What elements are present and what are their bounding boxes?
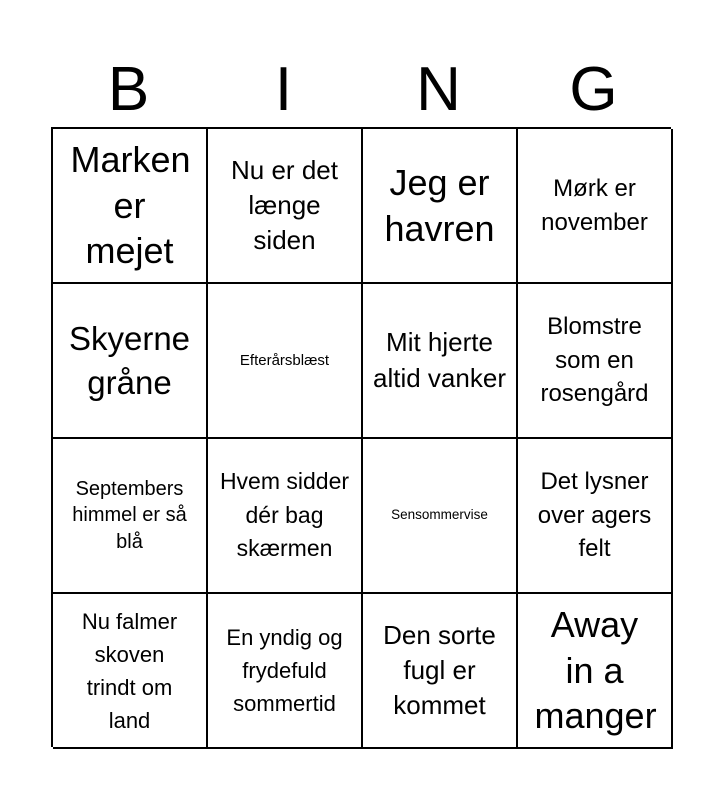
cell-text: Sensommervise [391, 507, 488, 523]
bingo-cell[interactable] [208, 129, 363, 284]
cell-text: Nu er det længe siden [231, 154, 338, 256]
bingo-cell[interactable] [363, 594, 518, 749]
header-letter-g: G [569, 55, 618, 124]
bingo-cell[interactable] [518, 284, 673, 439]
bingo-board [51, 127, 671, 747]
bingo-cell[interactable] [208, 284, 363, 439]
cell-text: Away in a manger [534, 603, 657, 737]
cell-text: Mit hjerte altid vanker [373, 327, 506, 393]
bingo-cell[interactable] [363, 439, 518, 594]
bingo-cell[interactable] [518, 439, 673, 594]
cell-text: Blomstre som en rosengård [540, 313, 649, 408]
bingo-cell[interactable] [518, 129, 673, 284]
bingo-cell[interactable] [208, 439, 363, 594]
cell-text: Det lysner over agers felt [537, 468, 652, 563]
header-letter-b: B [107, 55, 150, 124]
cell-text: Den sorte fugl er kommet [383, 619, 496, 721]
bingo-cell[interactable] [363, 129, 518, 284]
cell-text: Skyerne gråne [68, 319, 191, 401]
bingo-cell[interactable] [53, 439, 208, 594]
bingo-cell[interactable] [363, 284, 518, 439]
bingo-cell[interactable] [53, 129, 208, 284]
cell-text: En yndig og frydefuld sommertid [226, 625, 343, 716]
cell-text: Marken er mejet [70, 138, 191, 272]
header-letter-i: I [274, 55, 293, 124]
cell-text: Jeg er havren [384, 161, 495, 249]
bingo-cell[interactable] [518, 594, 673, 749]
bingo-cell[interactable] [208, 594, 363, 749]
bingo-cell[interactable] [53, 594, 208, 749]
cell-text: Mørk er november [541, 174, 648, 236]
cell-text: Hvem sidder dér bag skærmen [219, 468, 350, 562]
bingo-cell[interactable] [53, 284, 208, 439]
bingo-header [51, 52, 671, 128]
cell-text: Septembers himmel er så blå [72, 477, 187, 553]
cell-text: Nu falmer skoven trindt om land [81, 608, 178, 733]
cell-text: Efterårsblæst [239, 351, 330, 369]
header-letter-n: N [416, 55, 461, 124]
